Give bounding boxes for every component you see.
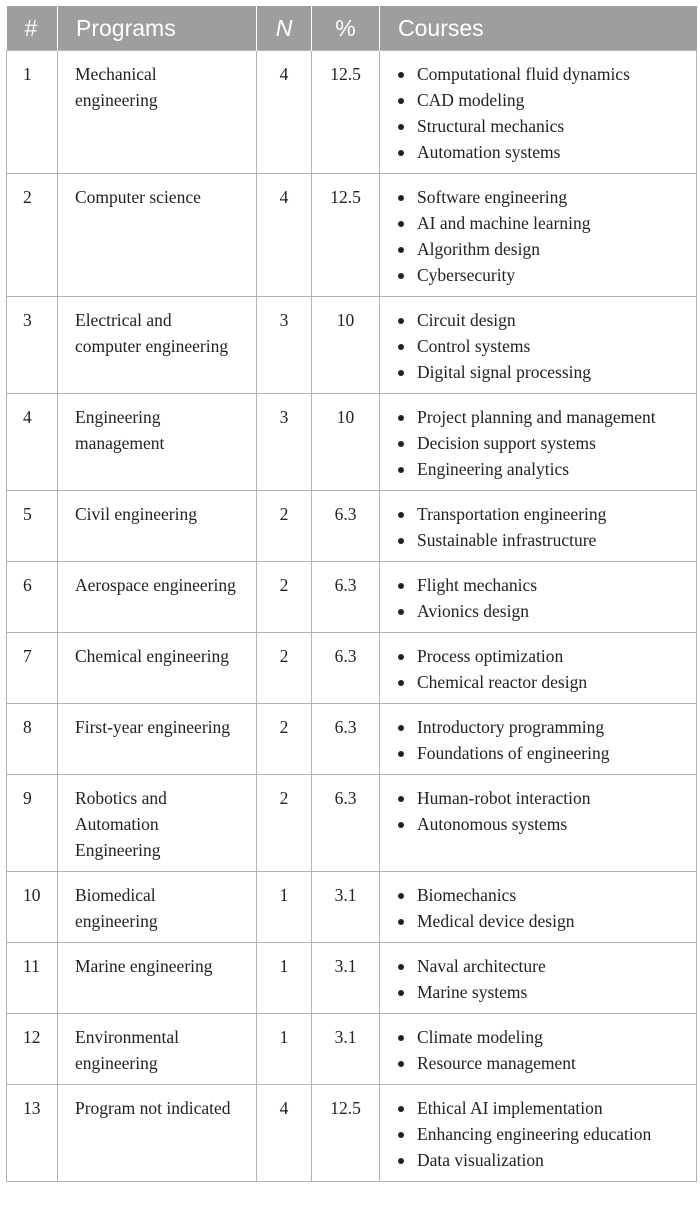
course-item: Data visualization xyxy=(396,1147,684,1173)
courses-cell xyxy=(380,394,697,491)
course-item: Human-robot interaction xyxy=(396,785,684,811)
table-row xyxy=(7,174,697,297)
courses-cell xyxy=(380,872,697,943)
course-item: Foundations of engineering xyxy=(396,740,684,766)
program-name: First-year engineering xyxy=(58,704,257,775)
courses-list xyxy=(396,572,684,624)
course-item: Medical device design xyxy=(396,908,684,934)
table-row xyxy=(7,562,697,633)
percent: 6.3 xyxy=(312,562,380,633)
count-n: 2 xyxy=(257,704,312,775)
count-n: 4 xyxy=(257,174,312,297)
course-item: CAD modeling xyxy=(396,87,684,113)
course-item: Sustainable infrastructure xyxy=(396,527,684,553)
courses-list xyxy=(396,404,684,482)
table-row xyxy=(7,1085,697,1182)
courses-list xyxy=(396,501,684,553)
course-item: Decision support systems xyxy=(396,430,684,456)
course-item: Enhancing engineering education xyxy=(396,1121,684,1147)
course-item: Project planning and management xyxy=(396,404,684,430)
row-number: 4 xyxy=(7,394,58,491)
table-header xyxy=(7,6,697,51)
row-number: 10 xyxy=(7,872,58,943)
table-row xyxy=(7,51,697,174)
course-item: Climate modeling xyxy=(396,1024,684,1050)
percent: 10 xyxy=(312,394,380,491)
percent: 6.3 xyxy=(312,633,380,704)
program-name: Chemical engineering xyxy=(58,633,257,704)
course-item: Cybersecurity xyxy=(396,262,684,288)
percent: 6.3 xyxy=(312,491,380,562)
course-item: Resource management xyxy=(396,1050,684,1076)
percent: 12.5 xyxy=(312,51,380,174)
table-row xyxy=(7,633,697,704)
course-item: Automation systems xyxy=(396,139,684,165)
row-number: 9 xyxy=(7,775,58,872)
percent: 3.1 xyxy=(312,943,380,1014)
program-name: Marine engineering xyxy=(58,943,257,1014)
percent: 3.1 xyxy=(312,872,380,943)
count-n: 1 xyxy=(257,1014,312,1085)
course-item: Circuit design xyxy=(396,307,684,333)
table-row xyxy=(7,943,697,1014)
percent: 12.5 xyxy=(312,1085,380,1182)
program-name: Electrical and computer engineering xyxy=(58,297,257,394)
table-row xyxy=(7,1014,697,1085)
count-n: 2 xyxy=(257,562,312,633)
row-number: 8 xyxy=(7,704,58,775)
percent: 6.3 xyxy=(312,775,380,872)
course-item: Process optimization xyxy=(396,643,684,669)
program-name: Environmental engineering xyxy=(58,1014,257,1085)
course-item: Software engineering xyxy=(396,184,684,210)
program-name: Civil engineering xyxy=(58,491,257,562)
header-percent: % xyxy=(312,6,380,51)
row-number: 11 xyxy=(7,943,58,1014)
row-number: 3 xyxy=(7,297,58,394)
header-courses: Courses xyxy=(380,6,697,51)
courses-list xyxy=(396,643,684,695)
count-n: 2 xyxy=(257,491,312,562)
program-name: Mechanical engineering xyxy=(58,51,257,174)
course-item: AI and machine learning xyxy=(396,210,684,236)
header-n: N xyxy=(257,6,312,51)
course-item: Control systems xyxy=(396,333,684,359)
count-n: 4 xyxy=(257,1085,312,1182)
courses-cell xyxy=(380,1085,697,1182)
courses-cell xyxy=(380,1014,697,1085)
program-name: Program not indicated xyxy=(58,1085,257,1182)
percent: 6.3 xyxy=(312,704,380,775)
row-number: 2 xyxy=(7,174,58,297)
courses-list xyxy=(396,1095,684,1173)
program-name: Aerospace engineering xyxy=(58,562,257,633)
courses-cell xyxy=(380,633,697,704)
count-n: 1 xyxy=(257,872,312,943)
table-body xyxy=(7,51,697,1182)
program-name: Robotics and Automation Engineering xyxy=(58,775,257,872)
count-n: 2 xyxy=(257,775,312,872)
row-number: 1 xyxy=(7,51,58,174)
course-item: Introductory programming xyxy=(396,714,684,740)
header-num: # xyxy=(7,6,58,51)
count-n: 3 xyxy=(257,297,312,394)
courses-cell xyxy=(380,943,697,1014)
count-n: 1 xyxy=(257,943,312,1014)
row-number: 12 xyxy=(7,1014,58,1085)
course-item: Flight mechanics xyxy=(396,572,684,598)
courses-list xyxy=(396,61,684,165)
table-row xyxy=(7,394,697,491)
course-item: Structural mechanics xyxy=(396,113,684,139)
courses-list xyxy=(396,307,684,385)
table-row xyxy=(7,775,697,872)
courses-cell xyxy=(380,174,697,297)
courses-list xyxy=(396,785,684,837)
row-number: 7 xyxy=(7,633,58,704)
header-programs: Programs xyxy=(58,6,257,51)
count-n: 4 xyxy=(257,51,312,174)
program-name: Biomedical engineering xyxy=(58,872,257,943)
courses-cell xyxy=(380,297,697,394)
courses-cell xyxy=(380,562,697,633)
table-row xyxy=(7,297,697,394)
course-item: Biomechanics xyxy=(396,882,684,908)
courses-cell xyxy=(380,775,697,872)
courses-cell xyxy=(380,51,697,174)
count-n: 3 xyxy=(257,394,312,491)
course-item: Chemical reactor design xyxy=(396,669,684,695)
row-number: 5 xyxy=(7,491,58,562)
table-row xyxy=(7,491,697,562)
course-item: Computational fluid dynamics xyxy=(396,61,684,87)
programs-table xyxy=(6,6,697,1182)
percent: 10 xyxy=(312,297,380,394)
courses-cell xyxy=(380,491,697,562)
course-item: Marine systems xyxy=(396,979,684,1005)
courses-list xyxy=(396,714,684,766)
program-name: Engineering management xyxy=(58,394,257,491)
courses-list xyxy=(396,882,684,934)
course-item: Naval architecture xyxy=(396,953,684,979)
course-item: Engineering analytics xyxy=(396,456,684,482)
percent: 3.1 xyxy=(312,1014,380,1085)
course-item: Autonomous systems xyxy=(396,811,684,837)
row-number: 6 xyxy=(7,562,58,633)
course-item: Transportation engineering xyxy=(396,501,684,527)
course-item: Algorithm design xyxy=(396,236,684,262)
row-number: 13 xyxy=(7,1085,58,1182)
table-row xyxy=(7,704,697,775)
course-item: Avionics design xyxy=(396,598,684,624)
percent: 12.5 xyxy=(312,174,380,297)
header-row xyxy=(7,6,697,51)
count-n: 2 xyxy=(257,633,312,704)
courses-list xyxy=(396,953,684,1005)
courses-list xyxy=(396,184,684,288)
table-row xyxy=(7,872,697,943)
course-item: Digital signal processing xyxy=(396,359,684,385)
courses-list xyxy=(396,1024,684,1076)
course-item: Ethical AI implementation xyxy=(396,1095,684,1121)
courses-cell xyxy=(380,704,697,775)
program-name: Computer science xyxy=(58,174,257,297)
